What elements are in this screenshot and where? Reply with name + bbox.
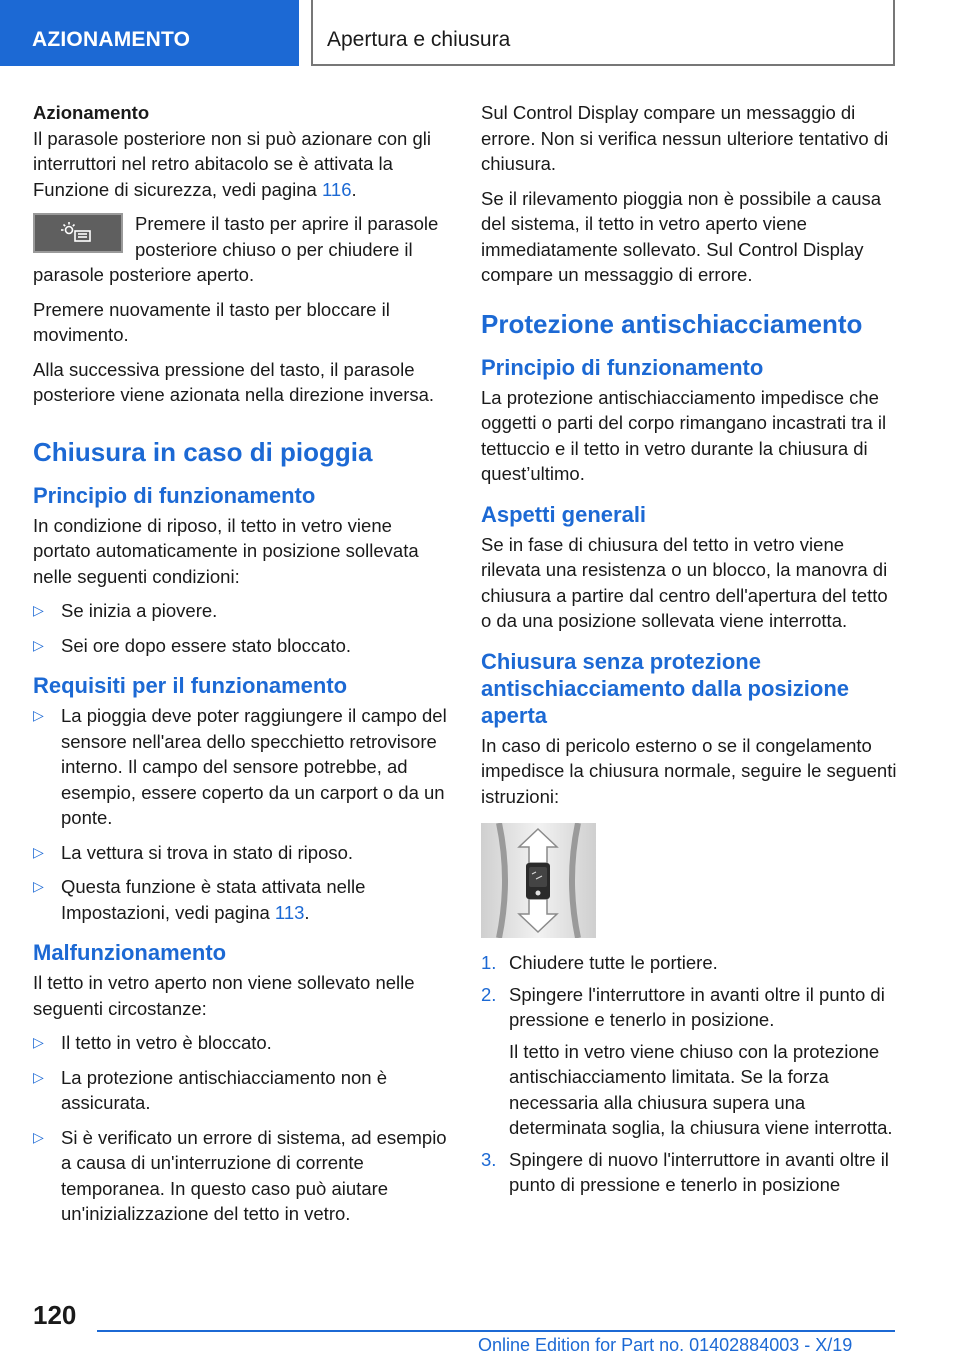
page-link-116[interactable]: 116 [321, 178, 352, 200]
paragraph: Alla successiva pressione del tasto, il parasole posteriore viene azionata nella direzione inversa. [33, 358, 435, 405]
list-item-text: La pioggia deve poter raggiungere il campo del sensore nell'area dello specchietto retrovisore interno. Il campo del sensore potrebbe, ad esempio, essere coperto da un carport o da un ponte. [61, 705, 447, 828]
list-item [33, 1030, 451, 1056]
step-text: Chiudere tutte le portiere. [509, 952, 718, 973]
list-item-text: La vettura si trova in stato di riposo. [61, 841, 354, 863]
section-heading-protezione: Protezione antischiacciamento [481, 308, 863, 339]
paragraph: Se il rilevamento pioggia non è possibile a causa del sistema, il tetto in vetro aperto viene immediatamente sollevato. Sul Control Display compare un messaggio di errore. [481, 187, 882, 285]
list-item-text: Il tetto in vetro è bloccato. [61, 1032, 272, 1053]
left-column [33, 100, 451, 1236]
subheading-malfunzionamento: Malfunzionamento [33, 940, 227, 965]
paragraph: In condizione di riposo, il tetto in vetro viene portato automaticamente in posizione sollevata nelle seguenti condizioni: [33, 514, 419, 587]
list-item [33, 840, 451, 866]
paragraph: Premere nuovamente il tasto per bloccare il movimento. [33, 298, 390, 345]
subheading-aspetti: Aspetti generali [481, 501, 647, 527]
button-instruction [33, 211, 451, 288]
list-item-text: La protezione antischiacciamento non è assicurata. [61, 1066, 388, 1113]
triangle-bullet-icon: ▷ [33, 1128, 44, 1145]
list-item [33, 1065, 451, 1116]
step-item [481, 950, 899, 976]
paragraph: Sul Control Display compare un messaggio di errore. Non si verifica nessun ulteriore tentativo di chiusura. [481, 102, 889, 174]
triangle-bullet-icon: ▷ [33, 1068, 44, 1085]
edition-link[interactable]: Online Edition for Part no. 01402884003 - X/19 [478, 1335, 853, 1355]
subheading-principio: Principio di funzionamento [481, 354, 764, 380]
section-heading-rain: Chiusura in caso di pioggia [33, 436, 373, 467]
page-number: 120 [33, 1300, 77, 1330]
list-item [33, 598, 451, 624]
text: . [351, 178, 357, 200]
list-item [33, 874, 451, 925]
footer-divider [97, 1330, 895, 1332]
step-number: 1. [481, 952, 497, 973]
list-item-text: Sei ore dopo essere stato bloccato. [61, 634, 352, 656]
step-number: 3. [481, 1148, 497, 1170]
step-item [481, 982, 899, 1141]
subheading-principio: Principio di funzionamento [33, 482, 316, 508]
principio-list [33, 598, 451, 658]
paragraph: Il tetto in vetro aperto non viene sollevato nelle seguenti circostanze: [33, 972, 415, 1019]
list-item-text: Questa funzione è stata attivata nelle Impostazioni, vedi pagina [61, 876, 366, 923]
right-column [481, 100, 899, 1204]
paragraph: La protezione antischiacciamento impedisce che oggetti o parti del corpo rimangano incastrati tra il tettuccio e il tetto in vetro durante la chiusura di quest’ultimo. [481, 386, 887, 484]
chapter-title: Apertura e chiusura [311, 0, 895, 66]
button-instruction-text: Premere il tasto per aprire il parasole posteriore chiuso o per chiudere il parasole posteriore aperto. [33, 213, 439, 285]
page-link-113[interactable]: 113 [274, 901, 305, 923]
paragraph: In caso di pericolo esterno o se il congelamento impedisce la chiusura normale, seguire le seguenti istruzioni: [481, 734, 897, 807]
triangle-bullet-icon: ▷ [33, 602, 44, 618]
sunshade-button-icon [33, 213, 123, 253]
triangle-bullet-icon: ▷ [33, 1034, 44, 1050]
triangle-bullet-icon: ▷ [33, 878, 44, 894]
page-header [0, 0, 960, 66]
step-text: Spingere l'interruttore in avanti oltre il punto di pressione e tenerlo in posizione. [509, 983, 885, 1030]
list-item-text: Si è verificato un errore di sistema, ad esempio a causa di un'interruzione di corrente temporanea. In questo caso può aiutare un'inizializzazione del tetto in vetro. [61, 1126, 447, 1224]
text: Il parasole posteriore non si può azionare con gli interruttori nel retro abitacolo se è attivata la Funzione di sicurezza, vedi pagina [33, 127, 431, 200]
section-tab: AZIONAMENTO [0, 0, 299, 66]
step-subtext: Il tetto in vetro viene chiuso con la protezione antischiacciamento limitata. Se la forza necessaria alla chiusura supera una determinata soglia, la chiusura viene interrotta. [509, 1040, 893, 1138]
step-text: Spingere di nuovo l'interruttore in avanti oltre il punto di pressione e tenerlo in posizione [509, 1148, 889, 1195]
azionamento-paragraph [33, 126, 451, 203]
list-item [33, 703, 451, 831]
requisiti-list [33, 703, 451, 925]
triangle-bullet-icon: ▷ [33, 843, 44, 860]
list-item-text: Se inizia a piovere. [61, 600, 218, 621]
paragraph: Se in fase di chiusura del tetto in vetro viene rilevata una resistenza o un blocco, la manovra di chiusura a partire dal centro dell'apertura del tetto o da una posizione sollevata viene interrotta. [481, 533, 888, 631]
step-item [481, 1147, 899, 1198]
roof-switch-image [481, 823, 596, 938]
subheading-senza-protezione: Chiusura senza protezione antischiacciamento dalla posizione aperta [481, 648, 849, 728]
steps-list [481, 950, 899, 1198]
subheading-requisiti: Requisiti per il funzionamento [33, 673, 348, 698]
triangle-bullet-icon: ▷ [33, 707, 44, 723]
list-item [33, 633, 451, 659]
text: . [304, 901, 310, 923]
azionamento-title: Azionamento [33, 102, 150, 123]
triangle-bullet-icon: ▷ [33, 636, 44, 653]
malfunzionamento-list [33, 1030, 451, 1227]
list-item [33, 1125, 451, 1227]
step-number: 2. [481, 983, 497, 1005]
